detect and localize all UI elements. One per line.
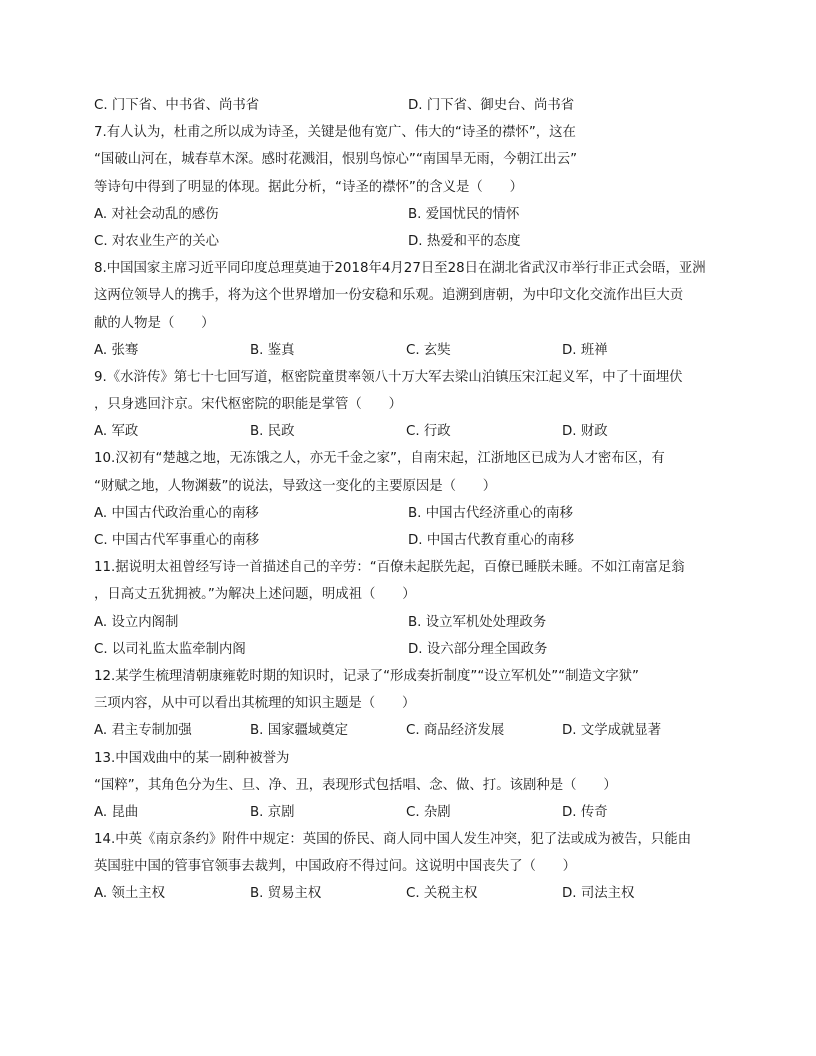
question-8	[94, 255, 726, 364]
option-c: C. 以司礼监太监牵制内阁	[94, 641, 246, 657]
question-text: 13.中国戏曲中的某一剧种被誉为	[94, 750, 290, 766]
question-7	[94, 119, 726, 255]
option-c: C. 杂剧	[406, 804, 451, 820]
options-row	[94, 92, 726, 119]
exam-page	[94, 92, 726, 908]
question-text: 这两位领导人的携手，将为这个世界增加一份安稳和乐观。追溯到唐朝，为中印文化交流作出巨大贡	[94, 288, 684, 304]
question-text: 7.有人认为，杜甫之所以成为诗圣，关键是他有宽广、伟大的“诗圣的襟怀”，这在	[94, 125, 576, 141]
question-13	[94, 745, 726, 827]
question-text: 14.中英《南京条约》附件中规定：英国的侨民、商人同中国人发生冲突，犯了法或成为被告，只能由	[94, 832, 692, 848]
option-a: A. 领土主权	[94, 886, 165, 902]
option-d: D. 传奇	[562, 804, 608, 820]
options-row	[94, 609, 726, 636]
options-row	[94, 636, 726, 663]
option-b: B. 京剧	[250, 804, 295, 820]
option-a: A. 对社会动乱的感伤	[94, 206, 219, 222]
question-text: 8.中国国家主席习近平同印度总理莫迪于2018年4月27日至28日在湖北省武汉市举行非正式会晤，亚洲	[94, 261, 706, 277]
question-text: 三项内容，从中可以看出其梳理的知识主题是（ ）	[94, 696, 416, 712]
question-text: “财赋之地，人物渊薮”的说法，导致这一变化的主要原因是（ ）	[94, 478, 497, 494]
options-row	[94, 527, 726, 554]
options-row	[94, 418, 726, 445]
question-10	[94, 445, 726, 554]
question-14	[94, 826, 726, 908]
options-row	[94, 500, 726, 527]
option-b: B. 国家疆域奠定	[250, 723, 349, 739]
options-row	[94, 201, 726, 228]
option-b: B. 爱国忧民的情怀	[408, 206, 520, 222]
option-d: D. 班禅	[562, 342, 608, 358]
option-d: D. 门下省、御史台、尚书省	[408, 98, 575, 113]
options-row	[94, 799, 726, 826]
option-b: B. 设立军机处处理政务	[408, 614, 547, 630]
option-a: A. 君主专制加强	[94, 723, 192, 739]
option-c: C. 玄奘	[406, 342, 451, 358]
option-c: C. 门下省、中书省、尚书省	[94, 98, 260, 113]
question-text: 10.汉初有“楚越之地，无冻饿之人，亦无千金之家”，自南宋起，江浙地区已成为人才密布区，有	[94, 451, 665, 467]
options-row	[94, 228, 726, 255]
option-a: A. 张骞	[94, 342, 139, 358]
question-text: “国粹”，其角色分为生、旦、净、丑，表现形式包括唱、念、做、打。该剧种是（ ）	[94, 777, 617, 793]
option-d: D. 设六部分理全国政务	[408, 641, 548, 657]
option-c: C. 对农业生产的关心	[94, 233, 219, 249]
option-d: D. 中国古代教育重心的南移	[408, 533, 575, 548]
question-11	[94, 554, 726, 663]
option-b: B. 中国古代经济重心的南移	[408, 505, 573, 521]
question-text: ，日高丈五犹拥被。”为解决上述问题，明成祖（ ）	[94, 587, 416, 603]
options-row	[94, 337, 726, 364]
question-text: 献的人物是（ ）	[94, 315, 215, 331]
question-12	[94, 663, 726, 745]
options-row	[94, 717, 726, 744]
question-text: “国破山河在，城春草木深。感时花溅泪，恨别鸟惊心”“南国旱无雨，今朝江出云”	[94, 152, 578, 168]
option-d: D. 司法主权	[562, 886, 635, 902]
option-a: A. 中国古代政治重心的南移	[94, 505, 259, 521]
option-c: C. 商品经济发展	[406, 723, 505, 739]
option-d: D. 热爱和平的态度	[408, 233, 521, 249]
option-d: D. 财政	[562, 424, 608, 440]
option-c: C. 中国古代军事重心的南移	[94, 533, 260, 548]
question-text: 等诗句中得到了明显的体现。据此分析，“诗圣的襟怀”的含义是（ ）	[94, 179, 523, 195]
option-a: A. 昆曲	[94, 804, 139, 820]
question-9	[94, 364, 726, 446]
question-text: 12.某学生梳理清朝康雍乾时期的知识时，记录了“形成奏折制度”“设立军机处”“制造文字狱”	[94, 668, 639, 684]
question-text: ，只身逃回汴京。宋代枢密院的职能是掌管（ ）	[94, 397, 402, 413]
option-b: B. 鉴真	[250, 342, 295, 358]
question-text: 英国驻中国的管事官领事去裁判，中国政府不得过问。这说明中国丧失了（ ）	[94, 859, 577, 875]
question-text: 9.《水浒传》第七十七回写道，枢密院童贯率领八十万大军去梁山泊镇压宋江起义军，中了十面埋伏	[94, 369, 683, 385]
option-c: C. 行政	[406, 424, 451, 440]
option-d: D. 文学成就显著	[562, 723, 662, 739]
question-text: 11.据说明太祖曾经写诗一首描述自己的辛劳：“百僚未起朕先起，百僚已睡朕未睡。不如江南富足翁	[94, 560, 685, 576]
option-a: A. 设立内阁制	[94, 614, 179, 630]
option-b: B. 民政	[250, 424, 295, 440]
option-b: B. 贸易主权	[250, 886, 322, 902]
options-row	[94, 880, 726, 907]
option-c: C. 关税主权	[406, 886, 478, 902]
option-a: A. 军政	[94, 424, 139, 440]
